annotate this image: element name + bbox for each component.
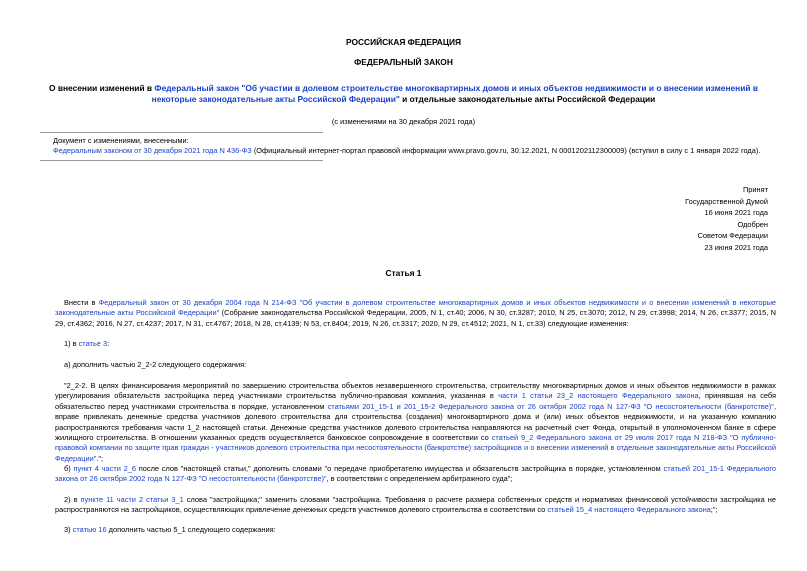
p1-post: (Собрание законодательства Российской Федерации, 2005, N 1, ст.40; 2006, N 30, ст.3287; 2010, N 25, ст.3070; 2012, N 29, ст.3998; 2014, N 26, ст.3377; 2015, N 29, ст.4362; 2016, N 27, ст.4237; 2017, N 31, ст.4767; 2018, N 28, ст.4139; N 53, ст.8404; 2019, N 26, ст.3317; 2020, N 29, ст.4512; 2021, N 1, ст.33) следующие изменения:	[55, 308, 776, 328]
article-3-link[interactable]: статье 3	[78, 339, 108, 348]
p6-t1: слова "застройщика;" заменить словами "застройщика. Требования о расчете размера собственных средств и нормативах финансовой устойчивости застройщика не распространяются на застройщиков, осуществляющих привлечение денежных средств участников долевого строительства в соответствии со	[55, 495, 776, 515]
changes-bottom-rule	[40, 160, 323, 161]
item-1-post: :	[107, 339, 110, 348]
paragraph-2-2-2	[55, 381, 776, 464]
article-9-2-fz-218-link[interactable]: статьей 9_2 Федерального закона от 29 июля 2017 года N 218-ФЗ "О публично-правовой компании по защите прав граждан - участников долевого строительства при несостоятельности (банкротстве) застройщиков и о внесении изменений в отдельные законодательные акты Российской Федерации"	[55, 433, 776, 463]
approved-by: Советом Федерации	[697, 231, 768, 241]
p4-t3: , вправе привлекать денежные средства участников долевого строительства для строительства (создания) многоквартирного дома и (или) иных объектов недвижимости, и на указанную компанию распространяются требования части 1_2 настоящей статьи. Денежные средства участников долевого строительства направляются на расчетный счет Фонда, открытый в уполномоченном банке в сфере жилищного строительства. В отношении указанных средств осуществляется банковское сопровождение в соответствии со	[55, 401, 776, 443]
p6-t2: ;";	[710, 505, 718, 515]
item-3	[64, 525, 276, 535]
item-2	[55, 495, 776, 516]
item-3-post: дополнить частью 5_1 следующего содержания:	[106, 525, 276, 534]
clause-4-part-2-6-link[interactable]: пункт 4 части 2_6	[73, 464, 136, 473]
p5-t2: , в соответствии с определением арбитражного суда";	[326, 474, 513, 484]
changes-top-rule	[40, 132, 323, 133]
part-1-article-23-2-link[interactable]: части 1 статьи 23_2 настоящего Федерального закона	[498, 391, 699, 401]
article-201-15-1-link[interactable]: статьей 201_15-1 Федерального закона от 26 октября 2002 года N 127-ФЗ "О несостоятельности (банкротстве)"	[55, 464, 776, 484]
article-15-4-link[interactable]: статьей 15_4 настоящего Федерального закона	[547, 505, 711, 515]
adopted-by: Государственной Думой	[685, 196, 768, 206]
title-part1: О внесении изменений в	[48, 83, 155, 93]
edition-note: (с изменениями на 30 декабря 2021 года)	[331, 117, 476, 126]
country-heading: РОССИЙСКАЯ ФЕДЕРАЦИЯ	[345, 37, 462, 47]
doc-type-heading: ФЕДЕРАЛЬНЫЙ ЗАКОН	[354, 57, 453, 67]
title-law-link[interactable]: Федеральный закон "Об участии в долевом строительстве многоквартирных домов и иных объектов недвижимости и о внесении изменений в некоторые законодательные акты Российской Федерации"	[151, 83, 759, 105]
fz-214-link[interactable]: Федеральный закон от 30 декабря 2004 года N 214-ФЗ "Об участии в долевом строительстве многоквартирных домов и иных объектов недвижимости и о внесении изменений в некоторые законодательные акты Российской Федерации"	[55, 298, 776, 318]
clause-11-article-3-1-link[interactable]: пункте 11 части 2 статьи 3_1	[80, 495, 184, 504]
p5-pre: б)	[64, 464, 74, 473]
p5-t1: после слов "настоящей статьи," дополнить словами "о передаче приобретателю имущества и обязательств застройщика в порядке, установленном	[135, 464, 664, 473]
approved-date: 23 июня 2021 года	[704, 242, 768, 252]
law-title	[40, 83, 767, 106]
subitem-a: а) дополнить частью 2_2-2 следующего содержания:	[64, 360, 247, 369]
p6-pre: 2) в	[64, 495, 81, 504]
amending-law-link[interactable]: Федеральным законом от 30 декабря 2021 года N 436-ФЗ	[53, 146, 252, 155]
changes-entry-rest: (Официальный интернет-портал правовой информации www.pravo.gov.ru, 30.12.2021, N 0001202112300009) (вступил в силу с 1 января 2022 года).	[251, 146, 761, 155]
article-heading: Статья 1	[385, 268, 422, 278]
articles-201-15-link[interactable]: статьями 201_15-1 и 201_15-2 Федерального закона от 26 октября 2002 года N 127-ФЗ "О несостоятельности (банкротстве)"	[327, 401, 774, 411]
item-1-pre: 1) в	[64, 339, 79, 348]
item-3-pre: 3)	[64, 525, 73, 534]
p1-pre: Внести в	[64, 298, 99, 307]
subitem-b	[55, 464, 776, 485]
adoption-block	[685, 184, 768, 254]
item-1	[64, 339, 109, 349]
changes-heading: Документ с изменениями, внесенными:	[53, 136, 189, 145]
approved-label: Одобрен	[737, 219, 768, 229]
paragraph-intro	[55, 298, 776, 329]
changes-entry	[53, 146, 760, 156]
p4-t4: .";	[96, 453, 104, 463]
p4-t2: , принявшая на себя обязательство перед участниками строительства в порядке, установленном	[55, 391, 776, 411]
title-part2: и отдельные законодательные акты Российской Федерации	[399, 94, 656, 105]
adopted-label: Принят	[742, 185, 768, 194]
p4-t1: "2_2-2. В целях финансирования мероприятий по завершению строительства объектов незавершенного строительства, строительству многоквартирных домов и иных объектов недвижимости в рамках урегулирования обязательств застройщика перед участниками строительства публично-правовая компания, указанная в	[55, 381, 776, 401]
article-16-link[interactable]: статью 16	[72, 525, 107, 534]
adopted-date: 16 июня 2021 года	[704, 208, 768, 218]
